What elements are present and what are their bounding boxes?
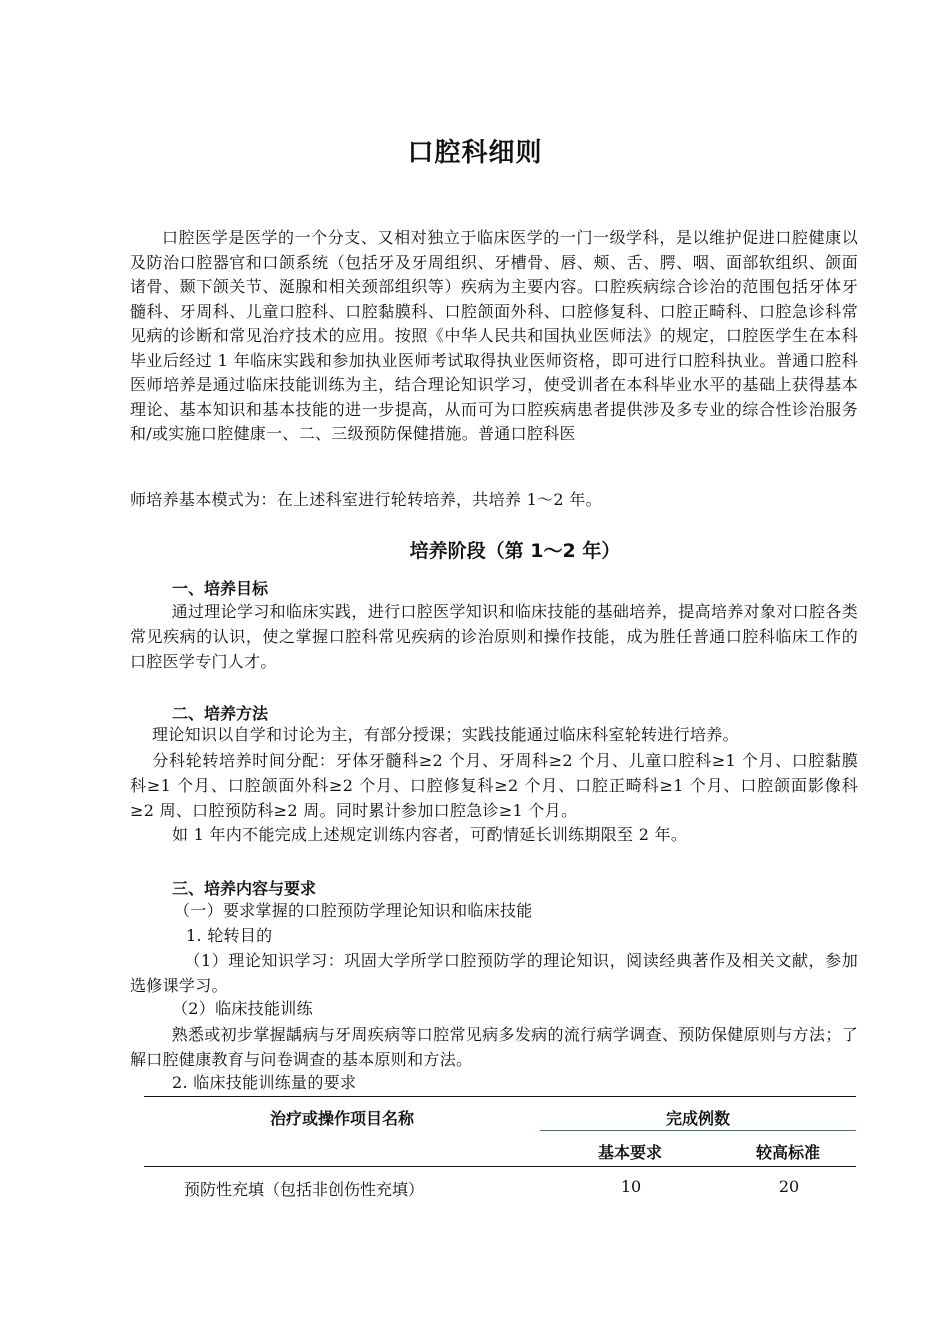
section-heading-methods: 二、培养方法	[172, 704, 269, 723]
table-header-high: 较高标准	[755, 1143, 820, 1162]
table-header-basic: 基本要求	[597, 1143, 662, 1162]
table-cell-basic: 10	[620, 1177, 642, 1196]
table-header-item: 治疗或操作项目名称	[269, 1109, 414, 1128]
stage-heading: 培养阶段（第 1～2 年）	[409, 540, 621, 562]
item-rotation-purpose: 1. 轮转目的	[186, 926, 273, 945]
intro-paragraph-last-line: 师培养基本模式为：在上述科室进行轮转培养，共培养 1～2 年。	[130, 490, 602, 509]
subsection-prevention: （一）要求掌握的口腔预防学理论知识和临床技能	[174, 901, 533, 920]
section-heading-goals: 一、培养目标	[172, 579, 269, 598]
rotation-paragraph: 分科轮转培养时间分配：牙体牙髓科≥2 个月、牙周科≥2 个月、儿童口腔科≥1 个月、口腔黏膜科≥1 个月、口腔颌面外科≥2 个月、口腔修复科≥2 个月、口腔正畸科≥1 个月、口腔颌面影像科≥2 周、口腔预防科≥2 周。同时累计参加口腔急诊≥1 个月。	[130, 751, 858, 820]
clinical-training-label: （2）临床技能训练	[172, 999, 313, 1018]
table-header-count: 完成例数	[665, 1109, 730, 1128]
page-title: 口腔科细则	[407, 138, 543, 168]
section-heading-content: 三、培养内容与要求	[172, 879, 317, 898]
item-training-volume: 2. 临床技能训练量的要求	[172, 1073, 357, 1092]
table-cell-name: 预防性充填（包括非创伤性充填）	[184, 1180, 425, 1199]
goals-paragraph: 通过理论学习和临床实践，进行口腔医学知识和临床技能的基础培养，提高培养对象对口腔各类常见疾病的认识，使之掌握口腔科常见疾病的诊治原则和操作技能，成为胜任普通口腔科临床工作的口腔医学专门人才。	[130, 602, 858, 671]
table-group-rule	[540, 1130, 856, 1131]
table-top-rule	[144, 1096, 856, 1097]
intro-paragraph: 口腔医学是医学的一个分支、又相对独立于临床医学的一门一级学科，是以维护促进口腔健康以及防治口腔器官和口颌系统（包括牙及牙周组织、牙槽骨、唇、颊、舌、腭、咽、面部软组织、颌面诸骨、颞下颌关节、涎腺和相关颈部组织等）疾病为主要内容。口腔疾病综合诊治的范围包括牙体牙髓科、牙周科、儿童口腔科、口腔黏膜科、口腔颌面外科、口腔修复科、口腔正畸科、口腔急诊科常见病的诊断和常见治疗技术的应用。按照《中华人民共和国执业医师法》的规定，口腔医学生在本科毕业后经过 1 年临床实践和参加执业医师考试取得执业医师资格，即可进行口腔科执业。普通口腔科医师培养是通过临床技能训练为主，结合理论知识学习，使受训者在本科毕业水平的基础上获得基本理论、基本知识和基本技能的进一步提高，从而可为口腔疾病患者提供涉及多专业的综合性诊治服务和/或实施口腔健康一、二、三级预防保健措施。普通口腔科医	[130, 228, 858, 443]
clinical-training-paragraph: 熟悉或初步掌握龋病与牙周疾病等口腔常见病多发病的流行病学调查、预防保健原则与方法；了解口腔健康教育与问卷调查的基本原则和方法。	[130, 1025, 858, 1069]
table-header-rule	[144, 1166, 856, 1167]
extension-line: 如 1 年内不能完成上述规定训练内容者，可酌情延长训练期限至 2 年。	[172, 825, 688, 844]
methods-line: 理论知识以自学和讨论为主，有部分授课；实践技能通过临床科室轮转进行培养。	[152, 725, 739, 744]
table-cell-high: 20	[778, 1177, 800, 1196]
theory-paragraph: （1）理论知识学习：巩固大学所学口腔预防学的理论知识，阅读经典著作及相关文献，参加选修课学习。	[130, 951, 858, 995]
